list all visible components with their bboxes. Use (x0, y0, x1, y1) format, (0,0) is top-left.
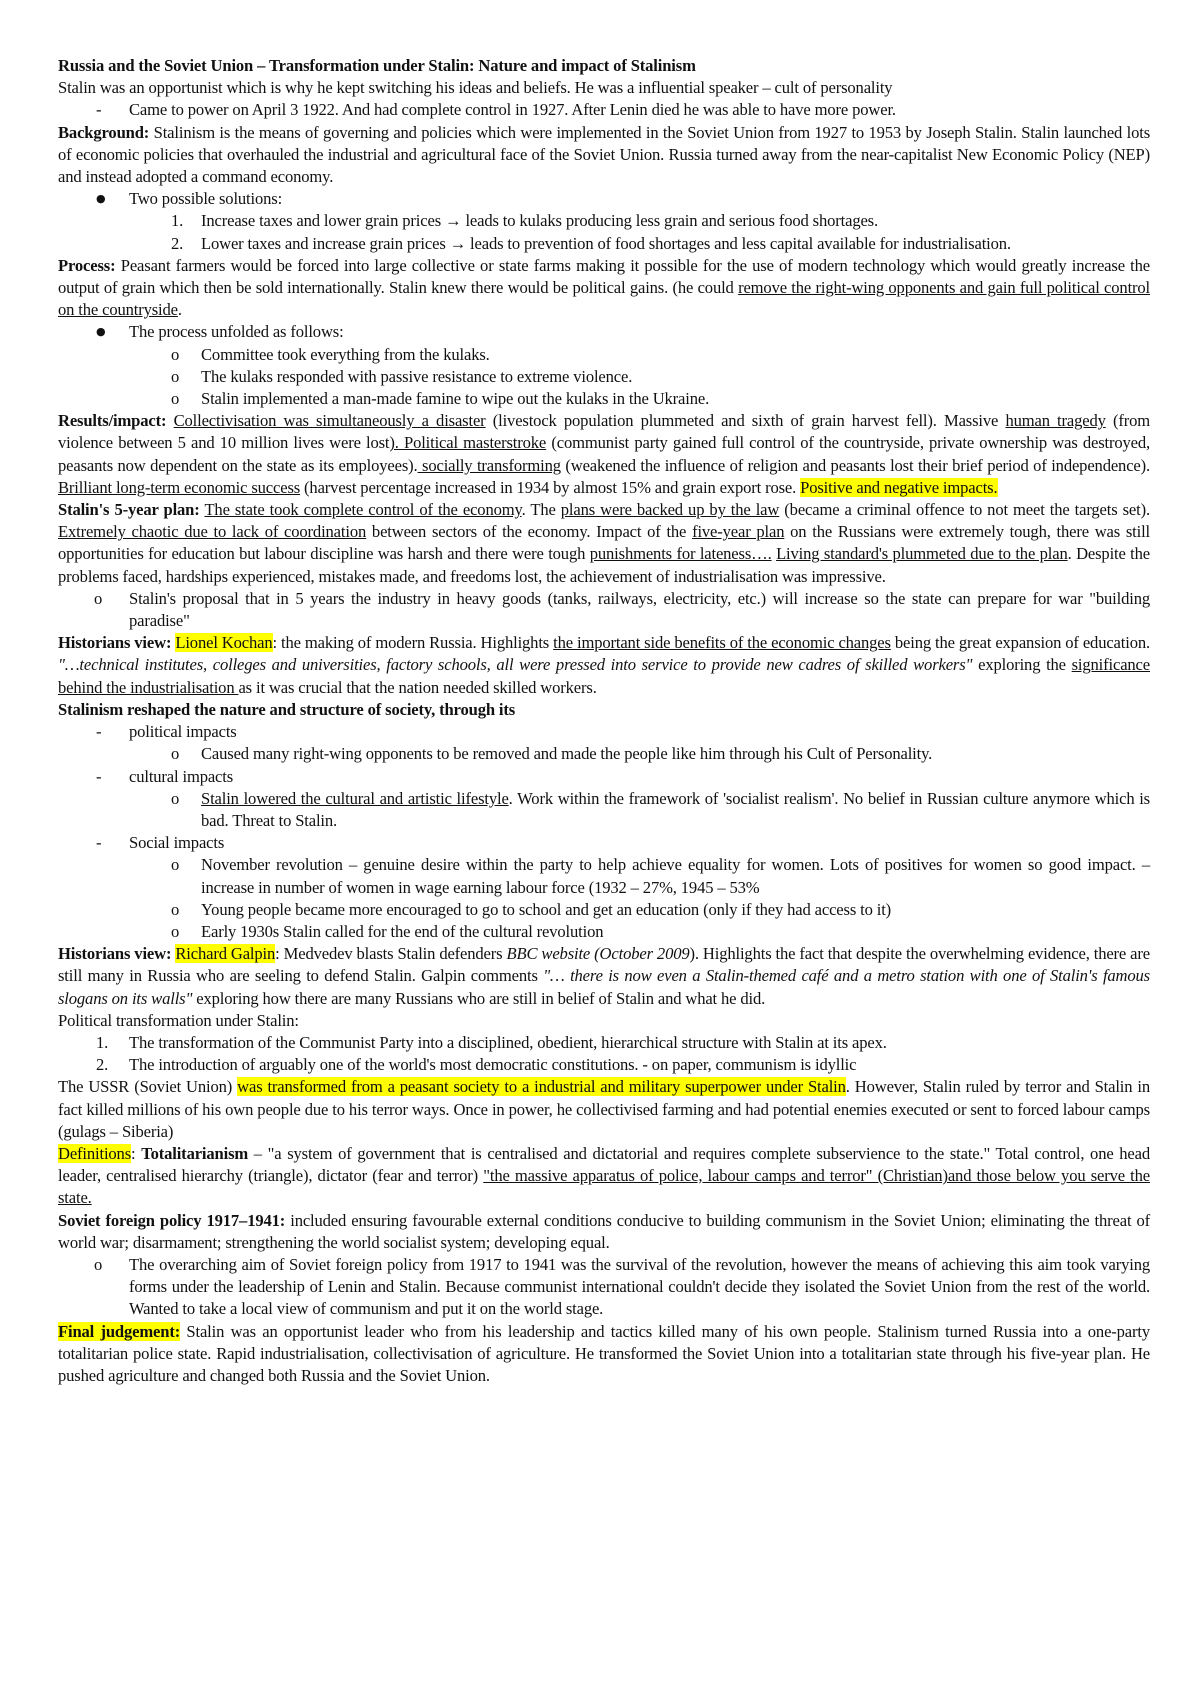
process-step: o Committee took everything from the kulaks. (58, 344, 1150, 366)
list-marker: o (171, 366, 180, 386)
definitions-paragraph: Definitions: Totalitarianism – "a system of government that is centralised and dictatorial and requires complete subservience to the state." Total control, one head leader, centralised hierarchy (triangle), dictator (fear and terror) "the massive apparatus of police, labour camps and terror" (Christian)and those below you serve the state. (58, 1143, 1150, 1208)
background-bullet: ● Two possible solutions: (58, 188, 1150, 210)
highlight: Richard Galpin (175, 944, 276, 964)
solution-item: 2. Lower taxes and increase grain prices → leads to prevention of food shortages and less capital available for industrialisation. (58, 233, 1150, 255)
highlight: Positive and negative impacts. (800, 477, 998, 497)
solution-item: 1. Increase taxes and lower grain prices → leads to kulaks producing less grain and serious food shortages. (58, 210, 1150, 232)
highlight: was transformed from a peasant society to a industrial and military superpower under Stalin (237, 1077, 846, 1097)
impact-item: o Early 1930s Stalin called for the end of the cultural revolution (58, 921, 1150, 943)
society-heading: Stalinism reshaped the nature and structure of society, through its (58, 699, 516, 719)
list-marker: - (96, 766, 102, 786)
document-page (58, 55, 1150, 1387)
intro-dash-item: - Came to power on April 3 1922. And had complete control in 1927. After Lenin died he was able to have more power. (58, 99, 1150, 121)
results-paragraph: Results/impact: Collectivisation was simultaneously a disaster (livestock population plummeted and sixth of grain harvest fell). Massive human tragedy (from violence between 5 and 10 million lives were lost). Political masterstroke (communist party gained full control of the countryside, private ownership was destroyed, peasants now dependent on the state as its employees). socially transforming (weakened the influence of religion and peasants lost their brief period of independence). Brilliant long-term economic success (harvest percentage increased in 1934 by almost 15% and grain export rose. Positive and negative impacts. (58, 411, 1151, 497)
bullet-marker: ● (96, 192, 106, 206)
background-label: Background: (58, 122, 150, 142)
highlight: Final judgement: (58, 1321, 181, 1341)
impact-item: o Young people became more encouraged to go to school and get an education (only if they had access to it) (58, 899, 1150, 921)
plan-label: Stalin's 5-year plan: (58, 500, 200, 520)
quote: "…technical institutes, colleges and universities, factory schools, all were pressed into service to provide new cadres of skilled workers" (58, 655, 973, 675)
impact-group-label: - political impacts (58, 721, 1150, 743)
impact-item: o Caused many right-wing opponents to be removed and made the people like him through his Cult of Personality. (58, 743, 1150, 765)
list-marker: o (171, 921, 180, 941)
results-label: Results/impact: (58, 411, 167, 431)
foreign-policy-sub-item: o The overarching aim of Soviet foreign policy from 1917 to 1941 was the survival of the revolution, however the means of achieving this aim took varying forms under the leadership of Lenin and Stalin. Because communist international couldn't decide they isolated the Soviet Union from the rest of the world. Wanted to take a local view of communism and put it on the world stage. (94, 1254, 1150, 1319)
process-paragraph: Process: Peasant farmers would be forced into large collective or state farms making it possible for the use of modern technology which would greatly increase the output of grain which then be sold internationally. Stalin knew there would be political gains. (he could remove the right-wing opponents and gain full political control on the countryside. (58, 255, 1151, 320)
impact-group-label: - Social impacts (58, 832, 1150, 854)
plan-sub-item: o Stalin's proposal that in 5 years the industry in heavy goods (tanks, railways, electricity, etc.) will increase so the state can prepare for war "building paradise" (94, 588, 1150, 631)
document-title: Russia and the Soviet Union – Transformation under Stalin: Nature and impact of Stalinism (58, 56, 696, 75)
political-heading: Political transformation under Stalin: (58, 1010, 299, 1030)
list-marker: - (96, 833, 102, 853)
dash-marker: - (96, 100, 102, 120)
list-marker: - (96, 722, 102, 742)
intro-paragraph: Stalin was an opportunist which is why he kept switching his ideas and beliefs. He was a influential speaker – cult of personality (58, 78, 893, 98)
list-marker: o (171, 344, 180, 364)
list-marker: 2. (171, 233, 184, 253)
process-bullet: ● The process unfolded as follows: (58, 321, 1150, 343)
list-marker: 2. (96, 1055, 109, 1075)
process-step: o The kulaks responded with passive resistance to extreme violence. (58, 366, 1150, 388)
process-label: Process: (58, 255, 116, 275)
list-marker: o (94, 1254, 103, 1274)
list-marker: o (171, 899, 180, 919)
foreign-policy-paragraph: Soviet foreign policy 1917–1941: included ensuring favourable external conditions conducive to building communism in the Soviet Union; eliminating the threat of world war; disarmament; strengthening the world socialist system; developing equal. (58, 1210, 1151, 1252)
list-marker: o (171, 788, 180, 808)
list-marker: 1. (171, 211, 184, 231)
list-marker: o (94, 588, 103, 608)
impact-group-label: - cultural impacts (58, 766, 1150, 788)
ussr-paragraph: The USSR (Soviet Union) was transformed from a peasant society to a industrial and military superpower under Stalin. However, Stalin ruled by terror and Stalin in fact killed millions of his own people due to his terror ways. Once in power, he collectivised farming and had potential enemies executed or sent to forced labour camps (gulags – Siberia) (58, 1077, 1150, 1141)
background-paragraph: Background: Stalinism is the means of governing and policies which were implemented in the Soviet Union from 1927 to 1953 by Joseph Stalin. Stalin launched lots of economic policies that overhauled the industrial and agricultural face of the Soviet Union. Russia turned away from the near-capitalist New Economic Policy (NEP) and instead adopted a command economy. (58, 122, 1151, 187)
final-judgement-paragraph: Final judgement: Stalin was an opportunist leader who from his leadership and tactics killed many of his own people. Stalinism turned Russia into a one-party totalitarian police state. Rapid industrialisation, collectivisation of agriculture. He transformed the Soviet Union into a totalitarian state through his five-year plan. He pushed agriculture and changed both Russia and the Soviet Union. (58, 1321, 1151, 1385)
impact-item: o November revolution – genuine desire within the party to help achieve equality for women. Lots of positives for women so good impact. – increase in number of women in wage earning labour force (1932 – 27%, 1945 – 53% (171, 855, 1150, 897)
historian-galpin-paragraph: Historians view: Richard Galpin: Medvedev blasts Stalin defenders BBC website (October 2009). Highlights the fact that despite the overwhelming evidence, there are still many in Russia who are seeling to defend Stalin. Galpin comments "… there is now even a Stalin-themed café and a metro station with one of Stalin's famous slogans on its walls" exploring how there are many Russians who are still in belief of Stalin and what he did. (58, 944, 1150, 1008)
five-year-plan-paragraph: Stalin's 5-year plan: The state took complete control of the economy. The plans were backed up by the law (became a criminal offence to not meet the targets set). Extremely chaotic due to lack of coordination between sectors of the economy. Impact of the five-year plan on the Russians were extremely tough, there was still opportunities for education but labour discipline was harsh and there were tough punishments for lateness…. Living standard's plummeted due to the plan. Despite the problems faced, hardships experienced, mistakes made, and freedoms lost, the achievement of industrialisation was impressive. (58, 500, 1151, 586)
political-item: 1. The transformation of the Communist Party into a disciplined, obedient, hierarchical structure with Stalin at its apex. (58, 1032, 1150, 1054)
process-step: o Stalin implemented a man-made famine to wipe out the kulaks in the Ukraine. (58, 388, 1150, 410)
list-marker: o (171, 744, 180, 764)
historian-kochan-paragraph: Historians view: Lionel Kochan: the making of modern Russia. Highlights the important side benefits of the economic changes being the great expansion of education. "…technical institutes, colleges and universities, factory schools, all were pressed into service to provide new cadres of skilled workers" exploring the significance behind the industrialisation as it was crucial that the nation needed skilled workers. (58, 633, 1150, 697)
quote: "… there is now even a Stalin-themed café and a metro station with one of Stalin's famous slogans on its walls" (58, 966, 1150, 1008)
highlight: Lionel Kochan (175, 633, 273, 653)
list-marker: o (171, 855, 180, 875)
impact-item: o Stalin lowered the cultural and artistic lifestyle. Work within the framework of 'socialist realism'. No belief in Russian culture anymore which is bad. Threat to Stalin. (171, 788, 1150, 830)
highlight: Definitions (58, 1143, 132, 1163)
list-marker: o (171, 389, 180, 409)
list-marker: 1. (96, 1032, 109, 1052)
bullet-marker: ● (96, 325, 106, 339)
political-item: 2. The introduction of arguably one of the world's most democratic constitutions. - on paper, communism is idyllic (58, 1054, 1150, 1076)
